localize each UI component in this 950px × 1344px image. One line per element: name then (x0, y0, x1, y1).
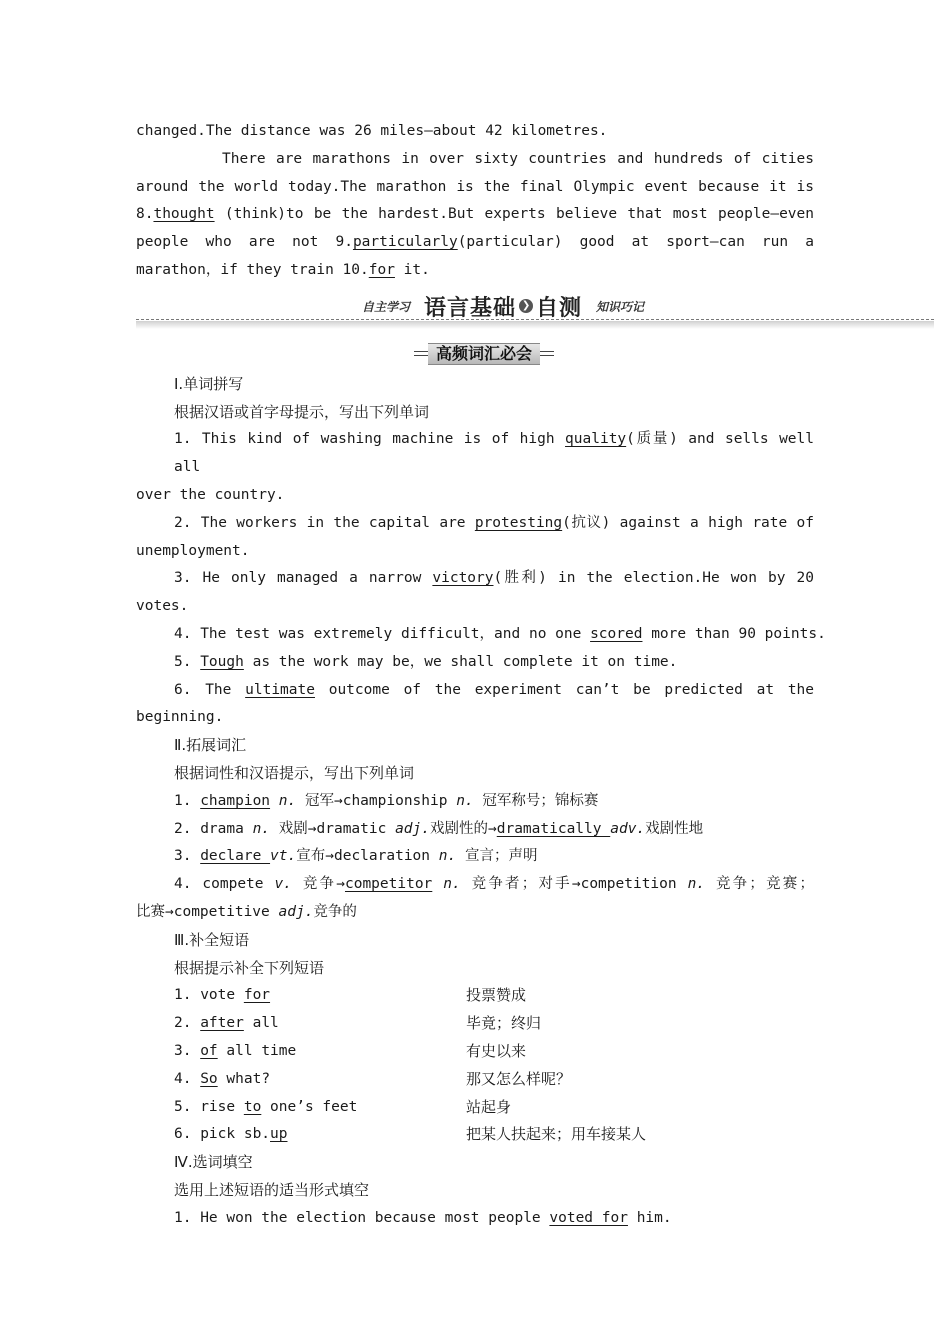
subheading (136, 339, 814, 369)
answer-blank: dramatically (496, 820, 611, 837)
question-text: as the work may be，we shall complete it on time. (243, 653, 678, 670)
item-text: 宣言；声明 (456, 848, 538, 865)
item-text: 戏剧→dramatic (270, 820, 396, 837)
phrase-text: 5. rise (174, 1098, 244, 1115)
item-number: 3. (174, 848, 201, 865)
phrase-text: all time (217, 1042, 297, 1059)
part-of-speech: adj. (278, 903, 314, 920)
banner-title-main: 语言基础 (424, 295, 517, 321)
chevron-right-icon: ❯ (519, 299, 533, 313)
passage-text: marathon，if they train 10. (136, 261, 369, 278)
question-text: unemployment. (136, 542, 250, 559)
item-text: 竞争→ (291, 876, 345, 893)
part-of-speech: n. (456, 792, 474, 809)
phrase-row (136, 1121, 814, 1149)
part-of-speech: adj. (395, 820, 430, 837)
item-text: 冠军称号；锦标赛 (473, 792, 599, 809)
passage-line (136, 118, 814, 146)
answer-blank: of (200, 1042, 218, 1059)
item-text: 2. drama (174, 820, 253, 837)
phrase-text: what? (217, 1070, 271, 1087)
subheading-label: 高频词汇必会 (428, 343, 540, 365)
part-of-speech: n. (270, 792, 297, 809)
section-title: Ⅳ.选词填空 (174, 1153, 253, 1172)
part-of-speech: n. (687, 876, 706, 893)
item-text: 竞争；竞赛； (705, 876, 814, 893)
vocab-item (136, 871, 814, 899)
answer-blank: competitor (344, 876, 433, 893)
subheading-left-bar (414, 351, 428, 356)
item-text: 戏剧性地 (645, 820, 704, 837)
passage-line (136, 174, 814, 202)
item-text: 冠军→championship (296, 792, 457, 809)
phrase-text: 1. vote (174, 987, 244, 1004)
item-text: 4. compete (174, 876, 275, 893)
answer-blank: Tough (200, 653, 244, 670)
banner-right-label: 知识巧记 (596, 299, 645, 314)
answer-blank: voted for (549, 1209, 628, 1226)
answer-blank: victory (432, 570, 494, 587)
item-text: 竞争的 (313, 903, 357, 920)
part-of-speech: v. (274, 876, 292, 893)
answer-blank: particularly (352, 234, 458, 251)
phrase-meaning: 毕竟；终归 (466, 1014, 542, 1033)
banner-title-sub: 自测 (536, 295, 583, 321)
passage-text: (particular) good at sport—can run a (457, 234, 814, 251)
section-instruction: 选用上述短语的适当形式填空 (174, 1180, 370, 1199)
part-of-speech: n. (252, 820, 271, 837)
answer-blank: for (243, 987, 271, 1004)
phrase-meaning: 那又怎么样呢？ (466, 1069, 572, 1088)
question-text: (胜利) in the election.He won by 20 (493, 570, 815, 587)
question (136, 649, 814, 677)
question-text: beginning. (136, 709, 224, 726)
subheading-right-bar (540, 351, 554, 356)
answer-blank: So (200, 1070, 218, 1087)
item-text: 比赛→competitive (136, 903, 279, 920)
part-of-speech: n. (438, 848, 457, 865)
question-text: (质量) and sells well all (174, 431, 814, 476)
question-text: 3. He only managed a narrow (174, 570, 433, 587)
section-banner (136, 289, 814, 333)
phrase-row (136, 1038, 814, 1066)
question-text: him. (627, 1209, 672, 1226)
phrase-meaning: 投票赞成 (466, 986, 527, 1005)
answer-blank: scored (590, 625, 643, 642)
phrase-text: 6. pick sb. (174, 1126, 271, 1143)
question-text: 1. This kind of washing machine is of high (174, 431, 566, 448)
passage-text: There are marathons in over sixty countries and hundreds of cities (222, 150, 814, 167)
passage-text: changed.The distance was 26 miles—about 42 kilometres. (136, 123, 608, 139)
blank-number: 8. (136, 206, 154, 223)
question (136, 621, 826, 649)
phrase-text: 3. (174, 1042, 201, 1059)
answer-blank: for (368, 261, 395, 278)
vocab-item (136, 788, 814, 816)
section-title: Ⅲ.补全短语 (174, 930, 250, 949)
item-text: 宣布→declaration (296, 848, 439, 865)
question-text: 1. He won the election because most people (174, 1209, 550, 1226)
question-text: over the country. (136, 486, 285, 503)
phrase-meaning: 站起身 (466, 1097, 512, 1116)
item-text: 竞争者；对手→competition (460, 876, 688, 893)
question-text: 4. The test was extremely difficult，and no one (174, 625, 591, 642)
answer-blank: to (243, 1098, 262, 1115)
section-instruction: 根据提示补全下列短语 (174, 958, 325, 977)
section-instruction: 根据汉语或首字母提示，写出下列单词 (174, 402, 430, 421)
answer-blank: up (270, 1126, 288, 1143)
question (136, 510, 814, 538)
part-of-speech: vt. (270, 848, 297, 865)
passage-text: around the world today.The marathon is the final Olympic event because it is (136, 178, 814, 195)
phrase-row (136, 1066, 814, 1094)
question-text: 2. The workers in the capital are (174, 514, 475, 531)
question (136, 565, 814, 593)
banner-shadow (136, 321, 934, 329)
phrase-text: 2. (174, 1015, 201, 1032)
answer-blank: quality (565, 431, 627, 448)
question (136, 677, 814, 705)
question-text: votes. (136, 598, 189, 615)
vocab-item (136, 899, 814, 927)
banner-left-label: 自主学习 (362, 299, 411, 314)
phrase-meaning: 有史以来 (466, 1041, 527, 1060)
vocab-item (136, 843, 814, 871)
question (136, 1205, 814, 1233)
section-title: Ⅱ.拓展词汇 (174, 736, 247, 755)
phrase-text: all (243, 1015, 279, 1032)
phrase-row (136, 982, 814, 1010)
passage-text: people who are not 9. (136, 234, 353, 251)
phrase-text: 4. (174, 1070, 201, 1087)
question-text: outcome of the experiment can’t be predicted at the (314, 681, 815, 698)
passage-text: (think)to be the hardest.But experts believe that most people—even (214, 206, 814, 223)
question-text: 6. The (174, 681, 246, 698)
passage-line (136, 201, 814, 229)
question-text: (抗议) against a high rate of (562, 514, 814, 531)
section-title: Ⅰ.单词拼写 (174, 374, 244, 393)
item-text: 戏剧性的→ (430, 820, 497, 837)
vocab-item (136, 816, 814, 844)
answer-blank: ultimate (245, 681, 315, 698)
passage-line (136, 229, 814, 257)
part-of-speech: adv. (610, 820, 646, 837)
phrase-row (136, 1094, 814, 1122)
item-number: 1. (174, 792, 201, 809)
section-instruction: 根据词性和汉语提示，写出下列单词 (174, 763, 415, 782)
question-text: 5. (174, 653, 201, 670)
part-of-speech: n. (432, 876, 461, 893)
phrase-text: one’s feet (261, 1098, 358, 1115)
document-page (136, 118, 826, 1232)
question-text: more than 90 points. (642, 625, 826, 642)
answer-blank: protesting (474, 514, 563, 531)
passage-line (136, 257, 814, 285)
phrase-list (136, 982, 814, 1149)
phrase-meaning: 把某人扶起来；用车接某人 (466, 1125, 647, 1144)
passage-text: it. (394, 261, 430, 278)
answer-blank: declare (200, 848, 271, 865)
answer-blank: after (200, 1015, 244, 1032)
answer-blank: thought (153, 206, 215, 223)
question (136, 426, 814, 482)
banner-divider (136, 319, 934, 320)
answer-blank: champion (200, 792, 271, 809)
passage-line (136, 146, 814, 174)
phrase-row (136, 1010, 814, 1038)
banner-title (362, 291, 644, 322)
